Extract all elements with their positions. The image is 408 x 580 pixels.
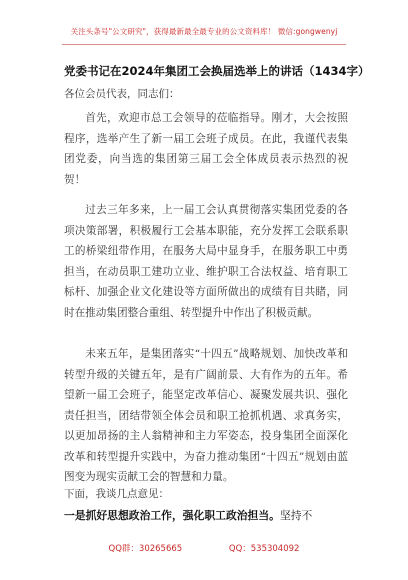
document-title: 党委书记在2024年集团工会换届选举上的讲话（1434字） — [64, 64, 370, 78]
footer-qq-group: QQ群：30265665 — [108, 544, 183, 554]
paragraph-3: 未来五年，是集团落实“十四五”战略规划、加快改革和转型升级的关键五年，是有广阔前景、大有作为的五年。希望新一届工会班子，能坚定改革信心、凝聚发展共识、强化责任担当，团结带领全体会员和职工抢抓机遇、求真务实，以更加昂扬的主人翁精神和主力军姿态，投身集团全面深化改革和转型提升实践中，为奋力推动集团“十四五”规划由蓝图变为现实贡献工会的智慧和力量。 — [64, 348, 348, 483]
footer-contact — [0, 542, 408, 554]
paragraph-2: 过去三年多来，上一届工会认真贯彻落实集团党委的各项决策部署，积极履行工会基本职能，充分发挥工会联系职工的桥梁纽带作用，在服务大局中显身手，在服务职工中勇担当，在动员职工建功立业、维护职工合法权益、培育职工标杆、加强企业文化建设等方面所做出的成绩有目共睹，同时在推动集团整合重组、转型提升中作出了积极贡献。 — [64, 204, 348, 319]
section-heading-rest: 坚持不 — [279, 509, 313, 522]
section-heading — [64, 508, 354, 523]
section-heading-bold: 一是抓好思想政治工作，强化职工政治担当。 — [64, 509, 280, 522]
paragraph-1: 首先，欢迎市总工会领导的莅临指导。刚才，大会按照程序，选举产生了新一届工会班子成员。在此，我谨代表集团党委，向当选的集团第三届工会全体成员表示热烈的祝贺！ — [64, 112, 348, 186]
header-divider — [62, 44, 346, 45]
salutation: 各位会员代表，同志们： — [64, 88, 180, 100]
footer-qq: QQ：535304092 — [228, 544, 300, 554]
header-promo-note: 关注头条号"公文研究"，获得最新最全最专业的公文资料库！ 微信:gongwenyj — [70, 27, 338, 36]
transition-line: 下面，我谈几点意见： — [64, 488, 169, 500]
